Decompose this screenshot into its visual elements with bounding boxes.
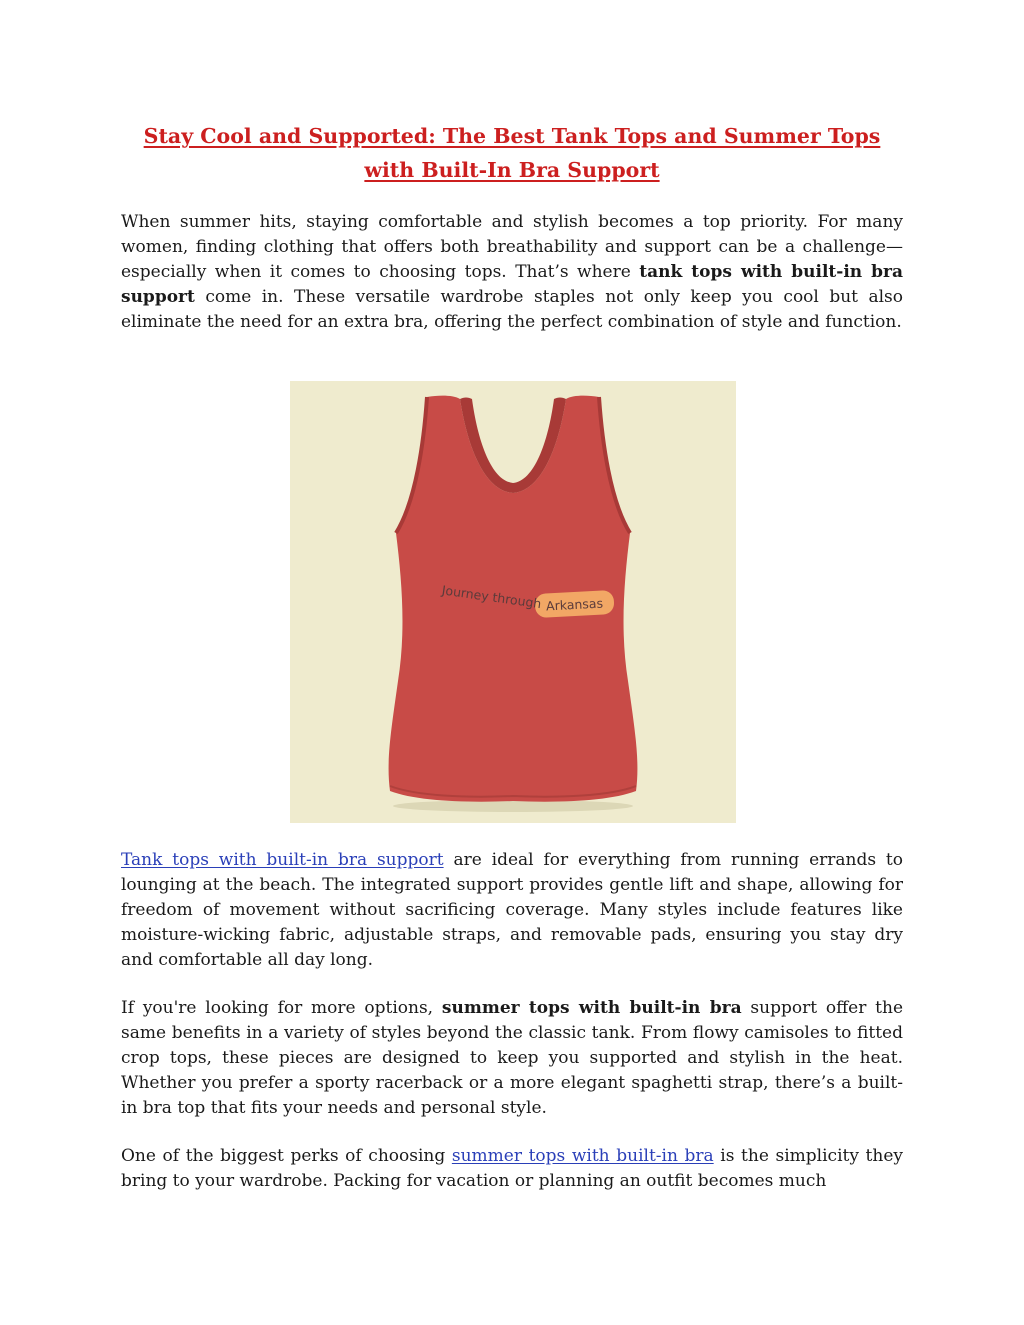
tank-tops-link[interactable]: Tank tops with built-in bra support — [121, 850, 444, 870]
tank-top-illustration — [290, 381, 736, 823]
print-line-2: Arkansas — [545, 595, 604, 614]
tank-top-product-image — [290, 381, 736, 823]
print-line-1: Journey through — [440, 582, 543, 612]
p3-bold-phrase: summer tops with built-in bra — [441, 998, 742, 1018]
tank-shadow — [393, 800, 633, 812]
p1-text-before: When summer hits, staying comfortable and stylish becomes a top priority. For many women, finding clothing that offers both breathability and support can be a challenge—especially when it comes to choosing tops. That’s where — [121, 212, 903, 282]
summer-tops-link[interactable]: summer tops with built-in bra — [451, 1146, 714, 1166]
p4-text-before: One of the biggest perks of choosing — [121, 1146, 452, 1166]
summer-tops-paragraph — [121, 996, 903, 1121]
p2-text-after: are ideal for everything from running errands to lounging at the beach. The integrated support provides gentle lift and shape, allowing for freedom of movement without sacrificing coverage. Many styles include features like moisture-wicking fabric, adjustable straps, and removable pads, ensuring you stay dry and comfortable all day long. — [121, 850, 903, 970]
p1-bold-phrase: tank tops with built-in bra support — [121, 262, 903, 307]
p3-text-after: support offer the same benefits in a variety of styles beyond the classic tank. From flowy camisoles to fitted crop tops, these pieces are designed to keep you supported and stylish in the heat. Whether you prefer a sporty racerback or a more elegant spaghetti strap, there’s a built-in bra top that fits your needs and personal style. — [121, 998, 903, 1118]
tank-tops-paragraph — [121, 848, 903, 973]
p3-text-before: If you're looking for more options, — [121, 998, 442, 1018]
p4-text-after: is the simplicity they bring to your wardrobe. Packing for vacation or planning an outfit becomes much — [121, 1146, 903, 1191]
perks-paragraph — [121, 1144, 903, 1194]
p1-text-after: come in. These versatile wardrobe staples not only keep you cool but also eliminate the need for an extra bra, offering the perfect combination of style and function. — [121, 287, 903, 332]
article-title: Stay Cool and Supported: The Best Tank Tops and Summer Tops with Built-In Bra Support — [143, 124, 881, 182]
intro-paragraph — [121, 210, 903, 335]
